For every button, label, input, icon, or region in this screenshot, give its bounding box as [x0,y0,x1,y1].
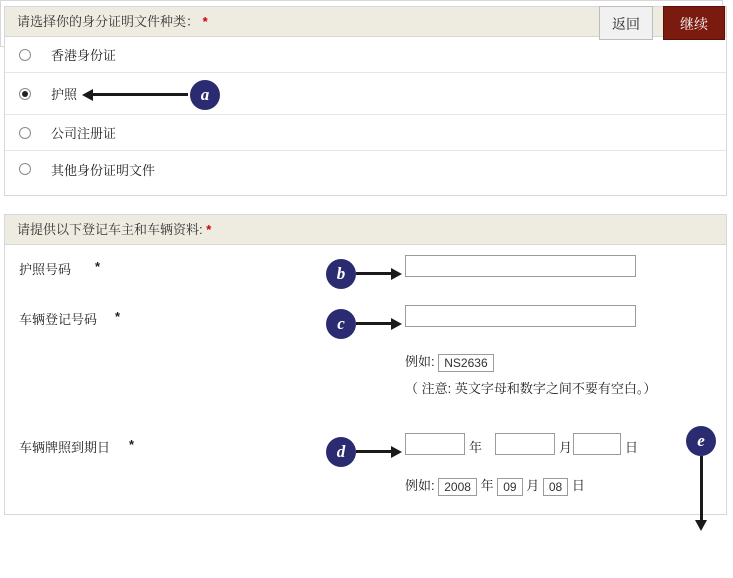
annotation-badge-b: b [326,259,356,289]
annotation-badge-a: a [190,80,220,110]
vehicle-registration-example-value: NS2636 [438,354,493,372]
licence-expiry-example-day-unit: 日 [571,478,585,493]
vehicle-registration-example-prefix: 例如: [405,354,435,369]
annotation-badge-e: e [686,426,716,456]
annotation-arrow-b [356,268,402,280]
licence-expiry-example-year: 2008 [438,478,477,496]
continue-button[interactable]: 继续 [663,6,725,40]
radio-button-passport[interactable] [19,88,31,100]
radio-row-hkid[interactable] [5,37,726,73]
annotation-badge-d: d [326,437,356,467]
radio-button-other-document[interactable] [19,163,31,175]
vehicle-registration-input[interactable] [405,305,636,327]
radio-button-hkid[interactable] [19,49,31,61]
licence-expiry-example-day: 08 [543,478,568,496]
back-button[interactable]: 返回 [599,6,653,40]
vehicle-info-header [5,215,726,245]
annotation-badge-c: c [326,309,356,339]
vehicle-info-required-mark: * [206,222,212,237]
licence-expiry-year-unit: 年 [469,440,483,455]
vehicle-registration-required-mark: * [115,309,121,324]
licence-expiry-day-input[interactable] [573,433,621,455]
vehicle-info-panel [4,214,727,515]
licence-expiry-required-mark: * [129,437,135,452]
annotation-arrow-d [356,446,402,458]
radio-label-passport: 护照 [51,87,78,102]
licence-expiry-label: 车辆牌照到期日 [19,440,111,455]
annotation-arrow-e [694,456,708,532]
radio-button-company-registration[interactable] [19,127,31,139]
licence-expiry-day-unit: 日 [625,440,639,455]
licence-expiry-month-input[interactable] [495,433,555,455]
passport-number-label: 护照号码 [19,262,72,277]
licence-expiry-example-month-unit: 月 [526,478,540,493]
licence-expiry-example-prefix: 例如: [405,478,435,493]
document-type-required-mark: * [202,14,208,29]
radio-label-other-document: 其他身份证明文件 [51,162,156,178]
licence-expiry-example [405,475,585,496]
licence-expiry-example-year-unit: 年 [480,478,494,493]
radio-row-other-document[interactable] [5,151,726,187]
licence-expiry-month-unit: 月 [559,440,573,455]
passport-number-required-mark: * [95,259,101,274]
document-type-header-text: 请选择你的身分证明文件种类： [17,14,200,29]
passport-number-input[interactable] [405,255,636,277]
vehicle-registration-example [405,351,494,372]
annotation-arrow-c [356,318,402,330]
vehicle-info-header-text: 请提供以下登记车主和车辆资料: [17,222,203,237]
annotation-arrow-a [82,89,188,101]
vehicle-registration-label: 车辆登记号码 [19,312,98,327]
vehicle-registration-note: （ 注意: 英文字母和数字之间不要有空白。） [405,381,657,396]
radio-label-company-registration: 公司注册证 [51,126,117,141]
radio-label-hkid: 香港身份证 [51,48,117,63]
radio-row-company-registration[interactable] [5,115,726,151]
licence-expiry-example-month: 09 [497,478,522,496]
licence-expiry-year-input[interactable] [405,433,465,455]
